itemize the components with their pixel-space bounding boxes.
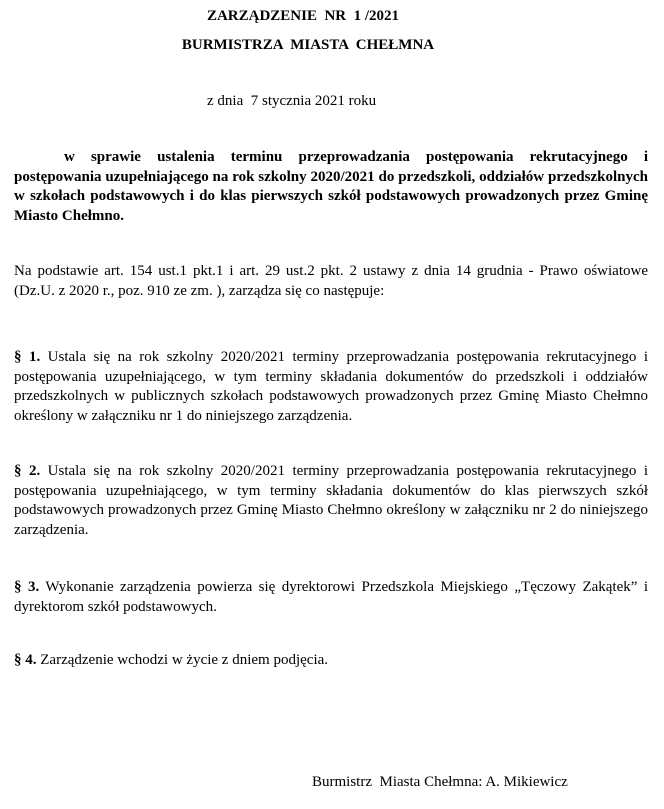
section-number: § 4. xyxy=(14,652,37,668)
section-text: Wykonanie zarządzenia powierza się dyrektorowi Przedszkola Miejskiego „Tęczowy Zakątek” i dyrektorom szkół podstawowych. xyxy=(14,579,649,615)
section-text: Ustala się na rok szkolny 2020/2021 terminy przeprowadzania postępowania rekrutacyjnego i postępowania uzupełniającego, w tym terminy składania dokumentów do przedszkoli i oddziałów przedszkolnych w publicznych szkołach podstawowych prowadzonych przez Gminę Miasto Chełmno określony w załączniku nr 1 do niniejszego zarządzenia. xyxy=(14,349,648,424)
document-issuer: BURMISTRZA MIASTA CHEŁMNA xyxy=(181,37,435,53)
section-number: § 2. xyxy=(14,463,41,479)
signature: Burmistrz Miasta Chełmna: A. Mikiewicz xyxy=(312,774,568,790)
section-number: § 1. xyxy=(14,349,41,365)
section-2 xyxy=(14,462,648,540)
document-date: z dnia 7 stycznia 2021 roku xyxy=(207,93,377,109)
section-3 xyxy=(14,578,648,617)
section-4 xyxy=(14,651,648,671)
section-1 xyxy=(14,348,648,426)
section-text: Ustala się na rok szkolny 2020/2021 terminy przeprowadzania postępowania rekrutacyjnego i postępowania uzupełniającego, w tym terminy składania dokumentów do klas pierwszych szkół podstawowych prowadzonych przez Gminę Miasto Chełmno określony w załączniku nr 2 do niniejszego zarządzenia. xyxy=(14,463,648,538)
legal-basis: Na podstawie art. 154 ust.1 pkt.1 i art. 29 ust.2 pkt. 2 ustawy z dnia 14 grudnia - Prawo oświatowe (Dz.U. z 2020 r., poz. 910 ze zm. ), zarządza się co następuje: xyxy=(14,263,648,299)
document-subject: w sprawie ustalenia terminu przeprowadzania postępowania rekrutacyjnego i postępowania uzupełniającego na rok szkolny 2020/2021 do przedszkoli, oddziałów przedszkolnych w szkołach podstawowych i do klas pierwszych szkół podstawowych prowadzonych przez Gminę Miasto Chełmno. xyxy=(14,149,648,224)
section-text: Zarządzenie wchodzi w życie z dniem podjęcia. xyxy=(36,652,329,668)
document-title: ZARZĄDZENIE NR 1 /2021 xyxy=(206,8,400,24)
section-number: § 3. xyxy=(14,579,40,595)
